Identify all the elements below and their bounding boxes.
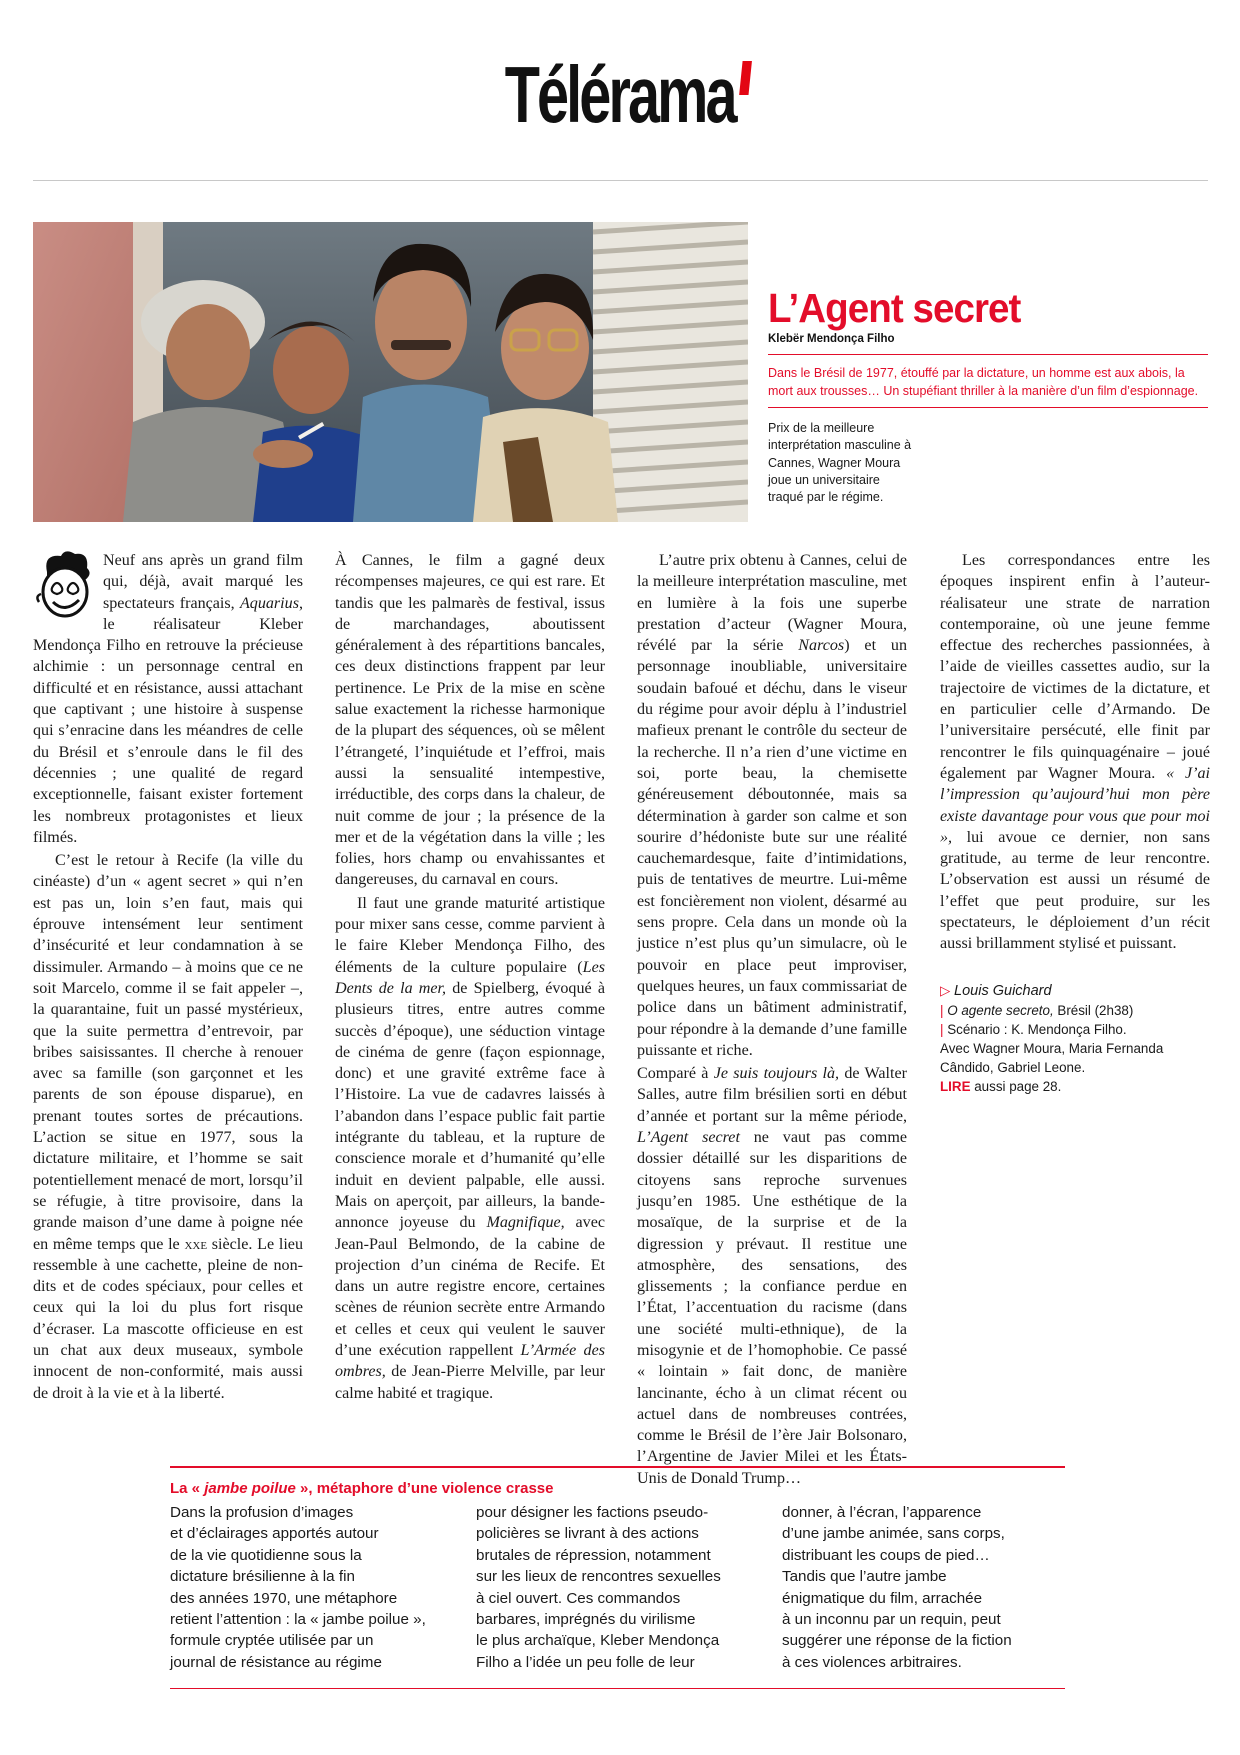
- text-span: , le réalisateur Kleber Mendonça Filho en retrouve la précieuse alchimie : un personnage central en difficulté et en résistance, aussi attachant que captivant ; une histoire à suspense qui s’enracine dans les méandres de celle du Brésil et s’enroule dans le fil des décennies ; une qualité de regard exceptionnelle, faisant exister fortement les nombreux protagonistes et lieux filmés.: [33, 594, 303, 846]
- box-line: sur les lieux de rencontres sexuelles: [476, 1568, 721, 1586]
- box-line: Tandis que l’autre jambe: [782, 1568, 947, 1586]
- text-span: lui avoue ce dernier, non sans gratitude, au terme de leur rencontre. L’observation est aussi un résumé de l’effet que peut produire, sur les spectateurs, le déploiement d’un récit aussi brillamment stylisé et puissant.: [940, 828, 1210, 953]
- box-line: pour désigner les factions pseudo-: [476, 1504, 709, 1521]
- box-line: dictature brésilienne à la fin: [170, 1568, 355, 1586]
- bar-separator: |: [940, 1021, 944, 1037]
- film-credits: [940, 981, 1210, 1096]
- text-span: ne vaut pas comme dossier détaillé sur les disparitions de citoyens sans reproche survenues jusqu’en 1985. Une esthétique de la mosaïque, de la surprise et de la digression y prévaut. Il restitue une atmosphère, des sensations, des glissements ; la confiance perdue en l’État, l’accentuation du racisme (dans une société multi-ethnique), de la misogynie et de l’homophobie. Ce passé « lointain » fait donc, de manière lancinante, écho à un climat récent ou actuel dans de nombreuses contrées, comme le Brésil de l’ère Jair Bolsonaro, l’Argentine de Javier Milei et les États-Unis de Donald Trump…: [637, 1129, 907, 1487]
- credit-cast: Avec Wagner Moura, Maria Fernanda Cândido, Gabriel Leone.: [940, 1040, 1164, 1075]
- box-title: [170, 1480, 553, 1497]
- paragraph: À Cannes, le film a gagné deux récompenses majeures, ce qui est rare. Et tandis que les palmarès de festival, issus de marchandages, aboutissent généralement à des répartitions bancales, ces deux distinctions frappent par leur pertinence. Le Prix de la mise en scène salue exactement la richesse harmonique de la plupart des séquences, où se mêlent l’étrangeté, l’inquiétude et l’effroi, mais aussi la sensualité intempestive, irréductible, des corps dans la chaleur, de nuit comme de jour ; la présence de la mer et de la végétation dans la ville ; les folies, hors champ ou envahissantes et dangereuses, du carnaval en cours.: [335, 552, 605, 889]
- masthead: [0, 50, 1240, 139]
- text-span: Comparé à: [637, 1065, 714, 1083]
- logo-accent-mark: [740, 61, 753, 95]
- logo-text: Télérama: [505, 50, 735, 139]
- century-numeral: xxe: [184, 1235, 208, 1253]
- article-column-2-continued: [335, 550, 605, 1404]
- paragraph: [637, 550, 907, 1061]
- text-span: Il faut une grande maturité artistique pour mixer sans cesse, comme parvient à le faire Kleber Mendonça Filho, des éléments de la culture populaire (: [335, 894, 605, 976]
- box-line: le plus archaïque, Kleber Mendonça: [476, 1632, 720, 1650]
- box-line: et d’éclairages apportés autour: [170, 1525, 379, 1543]
- box-line: à ciel ouvert. Ces commandos: [476, 1589, 681, 1607]
- box-line: de la vie quotidienne sous la: [170, 1546, 362, 1564]
- film-title-ref: Les Dents de la mer,: [335, 958, 605, 997]
- credit-author-line: [940, 981, 1210, 1001]
- box-line: des années 1970, une métaphore: [170, 1589, 398, 1607]
- pitch-divider: [768, 407, 1208, 408]
- paragraph: [940, 550, 1210, 955]
- text-span: siècle. Le lieu ressemble à une cachette, pleine de non-dits et de codes spéciaux, pour celles et ceux qui la loi du plus fort risque d’écraser. La mascotte officieuse en est un chat aux deux museaux, symbole innocent de non-conformité, mais aussi de droit à la vie et à la liberté.: [33, 1235, 303, 1402]
- sidebar-box: [170, 1466, 1065, 1690]
- box-line: Filho a l’idée un peu folle de leur: [476, 1653, 695, 1671]
- paragraph: [335, 893, 605, 1404]
- text-span: avec Jean-Paul Belmondo, de la cabine de projection d’un cinéma de Recife. Et dans un autre registre encore, certaines scènes de réunion secrète entre Armando et celles et ceux qui veulent le sauver d’une exécution rappellent: [335, 1214, 605, 1359]
- film-title-ref: Je suis toujours là,: [713, 1065, 840, 1083]
- text-span: La «: [170, 1480, 205, 1497]
- text-span: de Jean-Pierre Melville, par leur calme habité et tragique.: [335, 1363, 605, 1402]
- box-column-2: [476, 1502, 721, 1673]
- see-also-text: aussi page 28.: [970, 1078, 1062, 1094]
- film-header: [768, 285, 1208, 408]
- box-line: retient l’attention : la « jambe poilue »,: [170, 1611, 426, 1629]
- paragraph: [637, 1063, 907, 1489]
- box-line: énigmatique du film, arrachée: [782, 1589, 983, 1607]
- film-title-ref: Magnifique,: [486, 1214, 565, 1232]
- film-title-ref: L’Armée des ombres,: [335, 1341, 605, 1381]
- film-title: L’Agent secret: [768, 285, 1021, 331]
- box-line: formule cryptée utilisée par un: [170, 1632, 374, 1650]
- bar-separator: |: [940, 1002, 944, 1018]
- credit-author: Louis Guichard: [954, 982, 1052, 999]
- see-also-link[interactable]: LIRE: [940, 1078, 971, 1094]
- text-span: Les correspondances entre les époques inspirent enfin à l’auteur-réalisateur une strate de narration contemporaine, où une jeune femme effectue des recherches passionnées, à l’aide de vieilles cassettes audio, sur la trajectoire de victimes de la dictature, et en particulier celle d’Armando. De l’universitaire persécuté, elle finit par rencontrer le fils quinquagénaire – joué également par Wagner Moura.: [940, 552, 1210, 782]
- article-column-4: [940, 550, 1210, 1096]
- film-title-ref: L’Agent secret: [637, 1129, 740, 1147]
- quote: « J’ai l’impression qu’aujourd’hui mon père existe davantage pour vous que pour moi »,: [940, 764, 1210, 846]
- box-line: brutales de répression, notamment: [476, 1546, 711, 1564]
- see-also-line: [940, 1077, 1210, 1096]
- box-line: barbares, imprégnés du virilisme: [476, 1611, 696, 1629]
- text-span: L’autre prix obtenu à Cannes, celui de la meilleure interprétation masculine, met en lumière à la fois une superbe prestation d’acteur (Wagner Moura, révélé par la série: [637, 552, 907, 655]
- credit-title-line: [940, 1001, 1210, 1020]
- box-line: à ces violences arbitraires.: [782, 1653, 962, 1671]
- film-title-ref: Aquarius: [239, 594, 299, 612]
- box-line: d’une jambe animée, sans corps,: [782, 1525, 1005, 1543]
- article-column-3: [637, 550, 907, 1489]
- box-line: Dans la profusion d’images: [170, 1504, 354, 1521]
- box-line: policières se livrant à des actions: [476, 1525, 699, 1543]
- film-director: Klebër Mendonça Filho: [768, 333, 895, 345]
- box-line: distribuant les coups de pied…: [782, 1546, 990, 1564]
- masthead-divider: [33, 180, 1208, 181]
- box-column-1: [170, 1502, 426, 1673]
- credit-screenplay-line: [940, 1020, 1210, 1039]
- box-line: journal de résistance au régime: [170, 1653, 382, 1671]
- box-line: donner, à l’écran, l’apparence: [782, 1504, 982, 1521]
- box-line: à un inconnu par un requin, peut: [782, 1611, 1001, 1629]
- series-title-ref: Narcos: [798, 637, 845, 655]
- box-column-3: [782, 1502, 1012, 1673]
- telerama-logo[interactable]: [505, 50, 735, 139]
- text-span: de Walter Salles, autre film brésilien sorti en début d’année et portant sur la même période,: [637, 1065, 907, 1125]
- triangle-marker-icon: ▷: [940, 982, 951, 998]
- text-span: Neuf ans après un grand film qui, déjà, avait marqué les spectateurs français,: [103, 552, 303, 612]
- film-still-image: [33, 222, 748, 522]
- header-divider: [768, 354, 1208, 355]
- text-span: jambe poilue: [204, 1480, 296, 1497]
- origin-duration: Brésil (2h38): [1053, 1002, 1134, 1018]
- box-bottom-rule: [170, 1688, 1065, 1689]
- film-pitch: Dans le Brésil de 1977, étouffé par la dictature, un homme est aux abois, la mort aux trousses… Un stupéfiant thriller à la manière d’un film d’espionnage.: [768, 366, 1199, 398]
- cartoon-face-icon: [33, 550, 97, 622]
- box-top-rule: [170, 1466, 1065, 1468]
- screenplay: Scénario : K. Mendonça Filho.: [947, 1021, 1127, 1037]
- text-span: », métaphore d’une violence crasse: [295, 1480, 554, 1497]
- text-span: C’est le retour à Recife (la ville du cinéaste) d’un « agent secret » qui n’en est pas un, loin s’en faut, mais qui éprouve intensément leur sentiment d’insécurité et leur condamnation à se dissimuler. Armando – à moins que ce ne soit Marcelo, comme il se fait appeler –, la quarantaine, fuit un passé mystérieux, que la suite permettra d’entrevoir, par bribes saisissantes. Il cherche à renouer avec sa famille (son garçonnet et les parents de son épouse disparue), en prenant toutes sortes de précautions. L’action se situe en 1977, sous la dictature militaire, et l’homme se sait potentiellement menacé de mort, lorsqu’il se réfugie, à titre provisoire, dans la grande maison d’une dame à poigne née en même temps que le: [33, 852, 303, 1253]
- box-line: suggérer une réponse de la fiction: [782, 1632, 1012, 1650]
- text-span: ) et un personnage inoubliable, universitaire soudain bafoué et déchu, dans le viseur du régime pour avoir déplu à l’industriel mafieux prenant le contrôle du secteur de la recherche. Il n’a rien d’une victime en soi, porte beau, la chemisette généreusement déboutonnée, mais sa détermination à garder son calme et son sourire d’hédoniste bute sur une réalité cauchemardesque, faite d’intimidations, puis de tentatives de meurtre. Lui-même est foncièrement non violent, désarmé au sens propre. Cela dans un monde où la justice n’est plus qu’un simulacre, où le pouvoir en place peut improviser, quelques heures, un faux commissariat de police dans un bâtiment administratif, pour répondre à la demande d’une famille puissante et riche.: [637, 637, 907, 1059]
- paragraph: [33, 850, 303, 1404]
- film-still-illustration: [33, 222, 748, 522]
- text-span: de Spielberg, évoqué à plusieurs titres, entre autres comme succès d’époque), une séduction vintage de cinéma de genre (façon espionnage, donc) et une gravité extrême face à l’Histoire. La vue de cadavres laissés à l’abandon dans l’espace public fait partie intégrante du tableau, et la rupture de conscience morale et d’humanité qu’elle induit en devient palpable, elle aussi. Mais on aperçoit, par ailleurs, la bande-annonce joyeuse du: [335, 979, 605, 1232]
- article-body: [33, 550, 1213, 1487]
- photo-caption: Prix de la meilleure interprétation masculine à Cannes, Wagner Moura joue un universitaire traqué par le régime.: [768, 421, 912, 504]
- article-column-1: [33, 550, 303, 1404]
- original-title: O agente secreto,: [947, 1002, 1054, 1018]
